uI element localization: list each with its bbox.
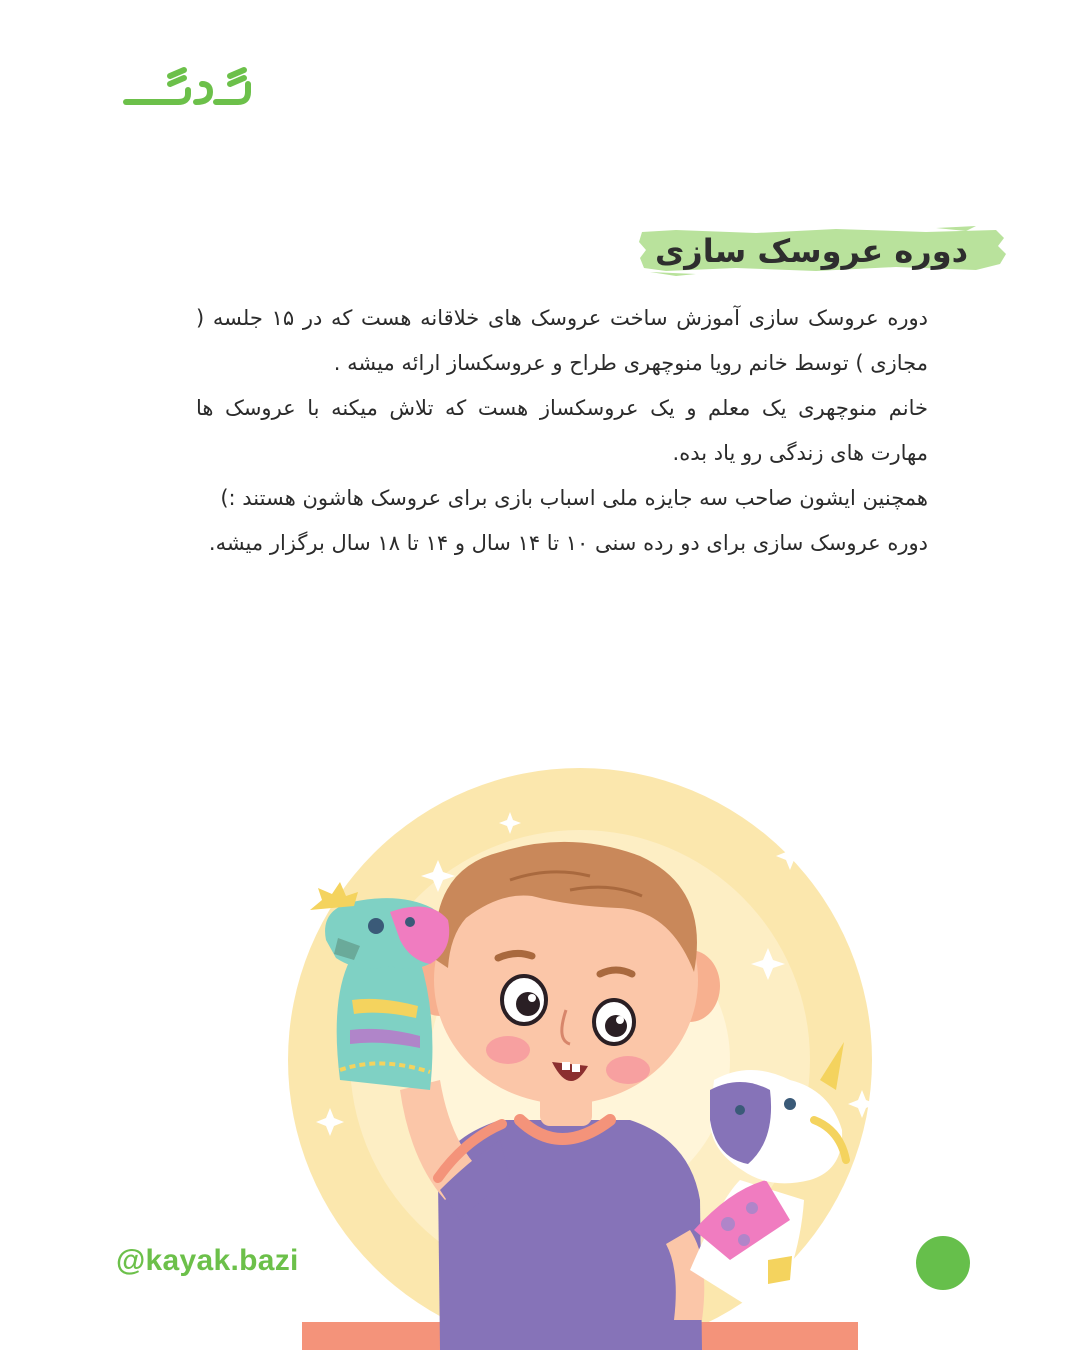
decorative-dot: [916, 1236, 970, 1290]
paragraph-intro: دوره عروسک سازی آموزش ساخت عروسک های خلاقانه هست که در ۱۵ جلسه ( مجازی ) توسط خانم رویا منوچهری طراح و عروسکساز ارائه میشه .: [196, 306, 928, 375]
kayak-logo: [118, 62, 258, 112]
instagram-handle[interactable]: @kayak.bazi: [116, 1244, 299, 1277]
description-text: [196, 296, 928, 566]
child-puppet-illustration: [270, 760, 910, 1350]
title-block: [636, 224, 1008, 278]
page-title: دوره عروسک سازی: [654, 232, 968, 270]
paragraph-awards: همچنین ایشون صاحب سه جایزه ملی اسباب بازی برای عروسک هاشون هستند :): [220, 486, 928, 510]
paragraph-ages: دوره عروسک سازی برای دو رده سنی ۱۰ تا ۱۴ سال و ۱۴ تا ۱۸ سال برگزار میشه.: [208, 531, 928, 555]
paragraph-teacher: خانم منوچهری یک معلم و یک عروسکساز هست که تلاش میکنه با عروسک ها مهارت های زندگی رو یاد بده.: [196, 396, 928, 465]
